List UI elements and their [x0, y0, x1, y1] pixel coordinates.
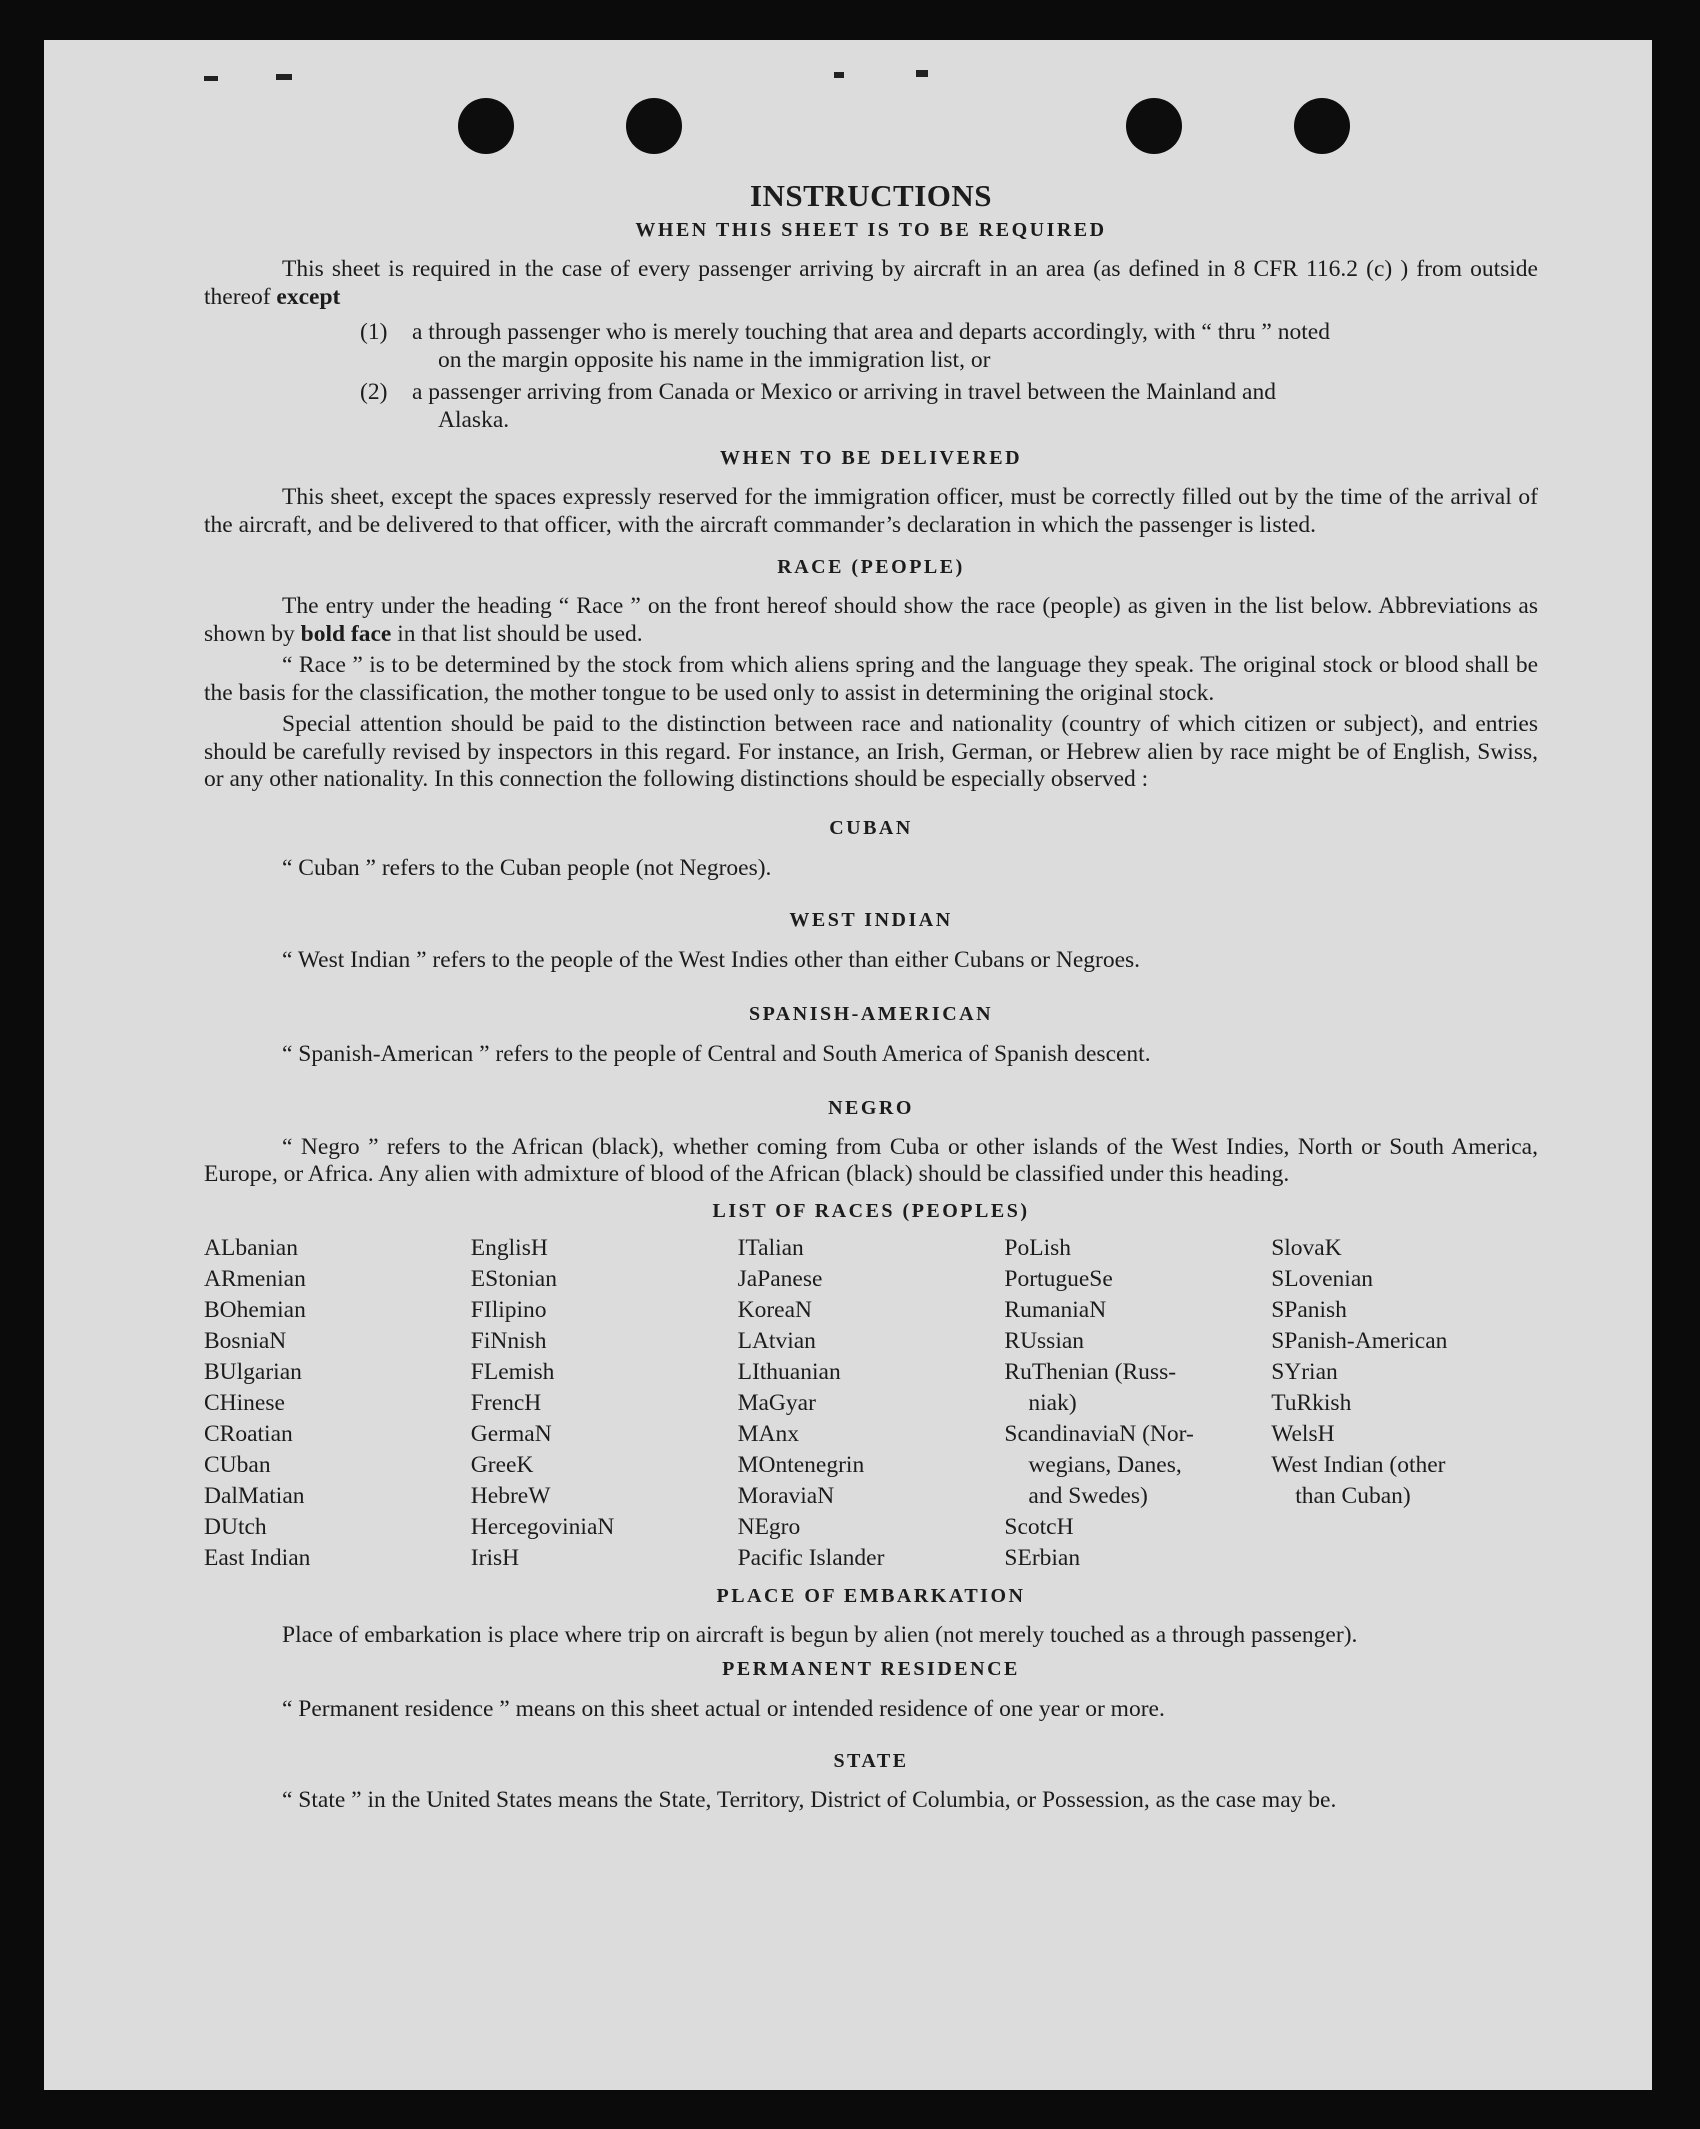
negro-text: “ Negro ” refers to the African (black), whether coming from Cuba or other islands of the West Indies, North or South America, Europe, or Africa. Any alien with admixture of blood of the African (black) should be classified under this heading.	[204, 1133, 1538, 1187]
race-entry: LIthuanian	[737, 1358, 841, 1385]
required-intro: This sheet is required in the case of every passenger arriving by aircraft in an area (as defined in 8 CFR 116.2 (c) ) from outside thereof except	[204, 256, 1538, 310]
punch-hole	[626, 98, 682, 154]
west-indian-text: “ West Indian ” refers to the people of the West Indies other than either Cubans or Negroes.	[282, 946, 1141, 973]
race-paragraph-1: The entry under the heading “ Race ” on the front hereof should show the race (people) as given in the list below. Abbreviations as shown by bold face in that list should be used.	[204, 593, 1538, 647]
heading-spanish-american: SPANISH-AMERICAN	[748, 1002, 994, 1025]
races-table	[204, 1233, 1538, 1574]
race-entry: CHinese	[204, 1389, 285, 1416]
race-entry: JaPanese	[737, 1265, 823, 1292]
race-entry: FIlipino	[470, 1296, 547, 1323]
heading-when-required: WHEN THIS SHEET IS TO BE REQUIRED	[635, 219, 1107, 241]
race-entry: SYrian	[1271, 1358, 1338, 1385]
races-column-1	[204, 1233, 471, 1574]
race-entry: TuRkish	[1271, 1389, 1352, 1416]
race-entry: RumaniaN	[1004, 1296, 1107, 1323]
race-entry-continued: and Swedes)	[1028, 1482, 1148, 1509]
race-entry-continued: than Cuban)	[1295, 1482, 1411, 1509]
race-entry: MAnx	[737, 1420, 799, 1447]
heading-list-of-races: LIST OF RACES (PEOPLES)	[712, 1199, 1030, 1222]
race-paragraph-2: “ Race ” is to be determined by the stock from which aliens spring and the language they speak. The original stock or blood shall be the basis for the classification, the mother tongue to be used only to assist in determining the original stock.	[204, 652, 1538, 706]
race-entry: IrisH	[470, 1544, 520, 1571]
race-entry: ALbanian	[204, 1234, 298, 1261]
race-entry: BUlgarian	[204, 1358, 302, 1385]
state-text: “ State ” in the United States means the State, Territory, District of Columbia, or Possession, as the case may be.	[282, 1787, 1337, 1813]
races-column-3	[738, 1233, 1005, 1574]
race-entry: SPanish	[1271, 1296, 1347, 1323]
embarkation-text: Place of embarkation is place where trip on aircraft is begun by alien (not merely touched as a through passenger).	[282, 1621, 1358, 1648]
residence-text: “ Permanent residence ” means on this sheet actual or intended residence of one year or more.	[282, 1696, 1165, 1722]
races-column-4	[1004, 1233, 1271, 1574]
race-entry: SLovenian	[1271, 1265, 1374, 1292]
race-entry: West Indian (other	[1271, 1451, 1446, 1478]
race-entry: BOhemian	[204, 1296, 306, 1323]
punch-hole	[458, 98, 514, 154]
race-entry: NEgro	[737, 1513, 801, 1540]
race-entry: DalMatian	[204, 1482, 305, 1509]
page-title: INSTRUCTIONS	[749, 178, 992, 213]
race-entry: RuThenian (Russ-	[1004, 1358, 1177, 1385]
race-entry: HercegoviniaN	[470, 1513, 615, 1540]
race-entry: MOntenegrin	[737, 1451, 865, 1478]
race-entry: EnglisH	[470, 1234, 548, 1261]
punch-hole	[1294, 98, 1350, 154]
race-entry: DUtch	[204, 1513, 267, 1540]
race-entry: GermaN	[470, 1420, 552, 1447]
heading-cuban: CUBAN	[829, 816, 913, 839]
race-entry: FrencH	[470, 1389, 542, 1416]
race-entry: ScotcH	[1004, 1513, 1074, 1540]
race-entry: RUssian	[1004, 1327, 1085, 1354]
race-entry: SlovaK	[1271, 1234, 1342, 1261]
race-entry: KoreaN	[737, 1296, 812, 1323]
punch-hole	[1126, 98, 1182, 154]
races-column-5	[1271, 1233, 1538, 1574]
race-paragraph-3: Special attention should be paid to the distinction between race and nationality (country of which citizen or subject), and entries should be carefully revised by inspectors in this regard. For instance, an Irish, German, or Hebrew alien by race might be of English, Swiss, or any other nationality. In this connection the following distinctions should be especially observed :	[204, 711, 1538, 792]
race-entry: EStonian	[470, 1265, 557, 1292]
race-entry: PoLish	[1004, 1234, 1071, 1261]
delivered-text: This sheet, except the spaces expressly reserved for the immigration officer, must be correctly filled out by the time of the arrival of the aircraft, and be delivered to that officer, with the aircraft commander’s declaration in which the passenger is listed.	[204, 484, 1538, 538]
race-entry: SPanish-American	[1271, 1327, 1448, 1354]
race-entry: HebreW	[470, 1482, 551, 1509]
heading-place-of-embarkation: PLACE OF EMBARKATION	[716, 1584, 1026, 1607]
race-entry-continued: wegians, Danes,	[1028, 1451, 1182, 1478]
race-entry: CUban	[204, 1451, 271, 1478]
heading-permanent-residence: PERMANENT RESIDENCE	[722, 1658, 1020, 1680]
race-entry: CRoatian	[204, 1420, 293, 1447]
scan-mark	[276, 74, 292, 80]
document-page	[44, 40, 1652, 2090]
heading-race: RACE (PEOPLE)	[777, 556, 965, 578]
scan-mark	[916, 70, 928, 77]
heading-negro: NEGRO	[828, 1096, 914, 1119]
race-entry: WelsH	[1271, 1420, 1335, 1447]
race-entry: GreeK	[470, 1451, 534, 1478]
race-entry: East Indian	[204, 1544, 311, 1571]
scan-mark	[204, 76, 218, 81]
race-entry: FiNnish	[470, 1327, 547, 1354]
spanish-american-text: “ Spanish-American ” refers to the people of Central and South America of Spanish descent.	[282, 1040, 1151, 1067]
race-entry: FLemish	[470, 1358, 555, 1385]
cuban-text: “ Cuban ” refers to the Cuban people (not Negroes).	[282, 854, 772, 881]
race-entry: LAtvian	[737, 1327, 816, 1354]
race-entry: ARmenian	[204, 1265, 306, 1292]
race-entry: PortugueSe	[1004, 1265, 1113, 1292]
exception-1: (1) a through passenger who is merely touching that area and departs accordingly, with “ thru ” noted on the margin opposite his name in the immigration list, or	[360, 319, 1330, 373]
exception-2: (2) a passenger arriving from Canada or Mexico or arriving in travel between the Mainland and Alaska.	[360, 379, 1276, 433]
heading-state: STATE	[833, 1750, 909, 1772]
races-column-2	[471, 1233, 738, 1574]
instructions-body	[204, 176, 1538, 1815]
race-entry: MaGyar	[737, 1389, 816, 1416]
race-entry: BosniaN	[204, 1327, 287, 1354]
heading-when-delivered: WHEN TO BE DELIVERED	[719, 447, 1023, 469]
race-entry: ITalian	[737, 1234, 804, 1261]
heading-west-indian: WEST INDIAN	[789, 908, 953, 931]
race-entry: Pacific Islander	[737, 1544, 885, 1571]
race-entry: ScandinaviaN (Nor-	[1004, 1420, 1194, 1447]
race-entry: SErbian	[1004, 1544, 1081, 1571]
race-entry-continued: niak)	[1028, 1389, 1077, 1416]
scan-mark	[834, 72, 844, 78]
race-entry: MoraviaN	[737, 1482, 835, 1509]
